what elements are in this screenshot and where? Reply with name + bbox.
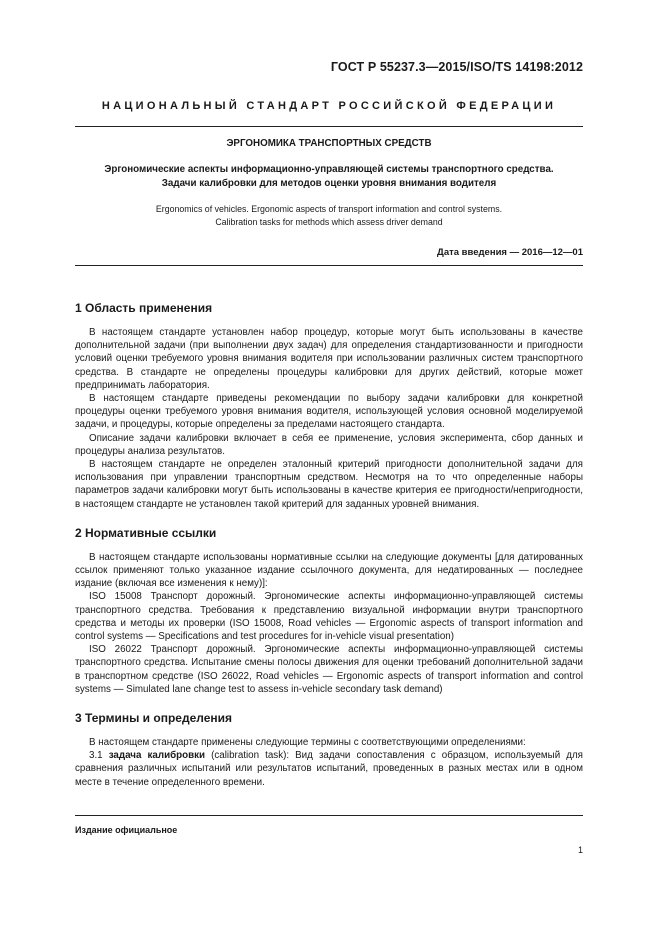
main-title: ЭРГОНОМИКА ТРАНСПОРТНЫХ СРЕДСТВ [226,138,432,149]
paragraph: В настоящем стандарте применены следующие термины с соответствующими определениями: [89,737,526,749]
reference-item: ISO 15008 Транспорт дорожный. Эргономические аспекты информационно-управляющей системы транспортного средства. Требования к представлению визуальной информации внутри транспортного средства и методы их проверки (ISO 15008, Road vehicles — Ergonomic aspects of transport information and control systems — Specifications and test procedures for in-vehicle visual presentation) [75,591,583,643]
english-title-line-2: Calibration tasks for methods which assess driver demand [215,217,443,227]
reference-item: ISO 26022 Транспорт дорожный. Эргономические аспекты информационно-управляющей системы транспортного средства. Испытание смены полосы движения для оценки требований дополнительной задачи в транспортном средстве (ISO 26022, Road vehicles — Ergonomic aspects of transport information and control systems — Simulated lane change test to assess in-vehicle secondary task demand) [75,644,583,695]
footer-divider [75,815,583,816]
title-block [75,138,583,229]
sub-title [75,163,583,191]
section-normative-references [75,525,583,696]
national-standard-heading: НАЦИОНАЛЬНЫЙ СТАНДАРТ РОССИЙСКОЙ ФЕДЕРАЦИИ [101,100,557,112]
top-divider [75,126,583,127]
page-number: 1 [577,845,583,855]
sub-title-line-1: Эргономические аспекты информационно-управляющей системы транспортного средства. [104,164,554,175]
term-definition [75,749,583,789]
english-title-line-1: Ergonomics of vehicles. Ergonomic aspects of transport information and control systems. [155,204,503,214]
section-scope [75,300,583,511]
term-text: (calibration task): Вид задачи сопоставления с образцом, используемый для сравнения различных испытаний или результатов испытаний, проведенных в разных местах или в одном месте в течение определенного времени. [75,750,583,788]
section-terms-definitions [75,710,583,789]
term-number: 3.1 [89,750,109,762]
official-edition-label: Издание официальное [75,825,178,835]
section-heading: 2 Нормативные ссылки [75,525,217,540]
paragraph: Описание задачи калибровки включает в себя ее применение, условия эксперимента, сбор данных и процедуры анализа результатов. [75,432,583,457]
section-heading: 1 Область применения [75,301,213,315]
paragraph: В настоящем стандарте установлен набор процедур, которые могут быть использованы в качестве дополнительной задачи (при выполнении двух задач) для определения стандартизованности и пригодности условий оценки требуемого уровня внимания водителя при использовании различных систем транспортного средства. В стандарте не определены процедуры калибровки для других действий, которые может предпринимать лаборатория. [75,327,583,391]
paragraph: В настоящем стандарте не определен эталонный критерий пригодности дополнительной задачи для использования при управлении транспортным средством. Несмотря на то что определенные наборы параметров задачи калибровки могут быть использованы в качестве критерия ее пригодности/непригодности, в настоящем стандарте не установлен такой критерий для заданных уровней внимания. [75,459,583,510]
introduction-date: Дата введения — 2016—12—01 [437,247,583,258]
document-body [75,300,583,803]
date-divider [75,265,583,266]
paragraph: В настоящем стандарте использованы нормативные ссылки на следующие документы [для датированных ссылок применяют только указанное издание ссылочного документа, для недатированных — последнее издание (включая все изменения к нему)]: [75,551,583,590]
english-title [75,203,583,229]
term-name: задача калибровки [108,750,206,762]
section-heading: 3 Термины и определения [75,711,233,726]
sub-title-line-2: Задачи калибровки для методов оценки уровня внимания водителя [161,178,497,189]
paragraph: В настоящем стандарте приведены рекомендации по выбору задачи калибровки для конкретной процедуры оценки требуемого уровня внимания водителя, использующей условия основной моделируемой задачи, и процедуры, которые определены за пределами настоящего стандарта. [75,393,583,431]
document-number: ГОСТ Р 55237.3—2015/ISO/TS 14198:2012 [330,60,583,74]
